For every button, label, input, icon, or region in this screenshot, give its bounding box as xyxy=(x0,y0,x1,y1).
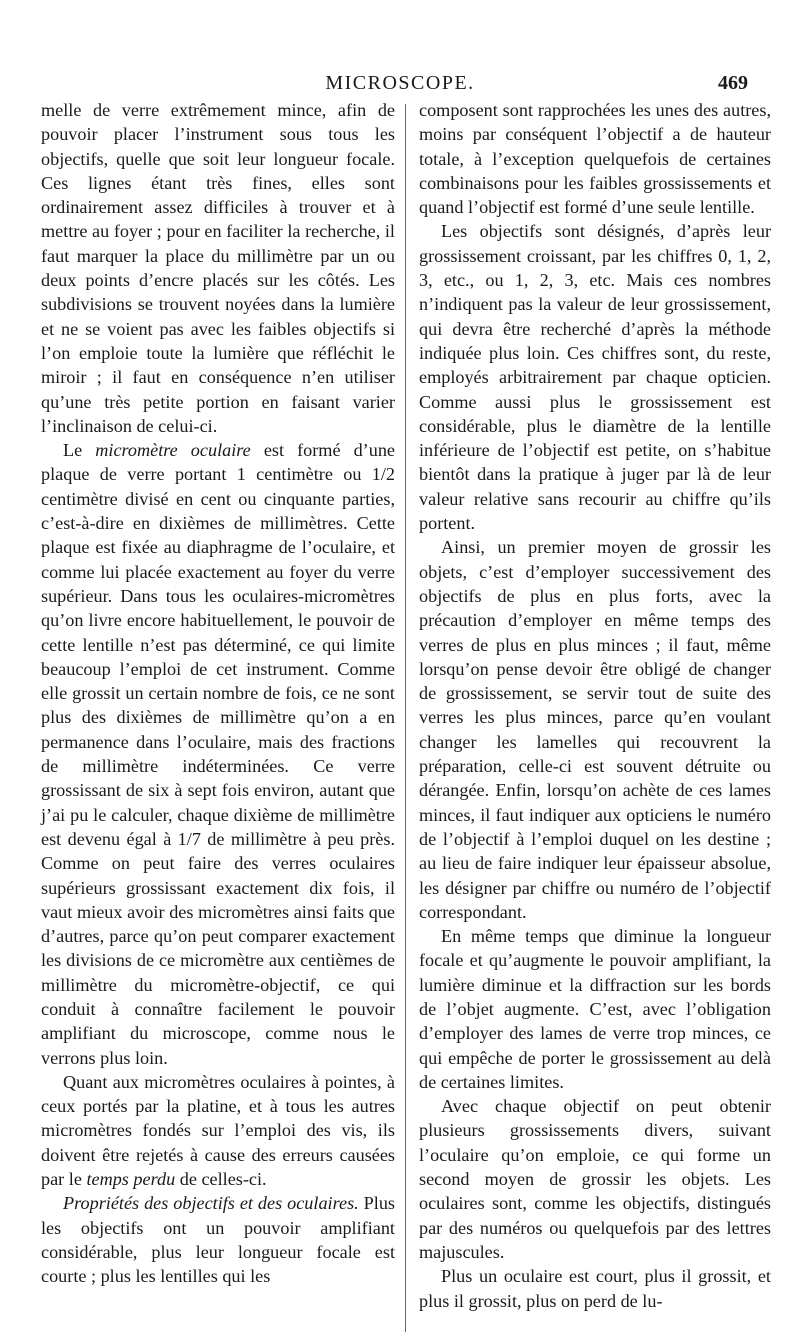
running-head xyxy=(0,72,800,96)
paragraph: Les objectifs sont désignés, d’après leur grossissement croissant, par les chiffres 0, 1, 2, 3, etc., ou 1, 2, 3, etc. Mais ces nombres n’indiquent pas la valeur de leur grossissement, qui devra être recherché d’après la méthode indiquée plus loin. Ces chiffres sont, du reste, employés arbitrairement par chaque opticien. Comme aussi plus le grossissement est considérable, plus le diamètre de la lentille inférieure de l’objectif est petite, on s’habitue bientôt dans la pratique à juger par là de leur valeur relative sans recourir au chiffre qu’ils portent. xyxy=(419,221,771,534)
term-micrometre-oculaire: micromètre oculaire xyxy=(95,440,251,461)
paragraph: melle de verre extrêmement mince, afin de pouvoir placer l’instrument sous tous les objectifs, quelle que soit leur longueur focale. Ces lignes étant très fines, elles sont ordinairement assez difficiles à trouver et à mettre au foyer ; pour en faciliter la recherche, il faut marquer la place du millimètre par un ou deux points d’encre placés sur les côtés. Les subdivisions se trouvent noyées dans la lumière et ne se voient pas avec les faibles objectifs si l’on emploie toute la lumière que réfléchit le miroir ; il faut en conséquence n’en utiliser qu’une très petite portion en faisant varier l’inclinaison de celui-ci. xyxy=(41,100,395,436)
paragraph: Le micromètre oculaire est formé d’une plaque de verre portant 1 centimètre ou 1/2 centimètre divisé en cent ou cinquante parties, c’est-à-dire en dixièmes de millimètres. Cette plaque est fixée au diaphragme de l’oculaire, et comme lui placée exactement au foyer du verre supérieur. Dans tous les oculaires-micromètres qu’on livre encore habituellement, le pouvoir de cette lentille n’est pas déterminé, ce qui limite beaucoup l’emploi de cet instrument. Comme elle grossit un certain nombre de fois, ce ne sont plus des dixièmes de millimètre qu’on a en permanence dans l’oculaire, mais des fractions de millimètre indéterminées. Ce verre grossissant de six à sept fois environ, autant que j’ai pu le calculer, chaque dixième de millimètre est devenu égal à 1/7 de millimètre à peu près. Comme on peut faire des verres oculaires supérieurs grossissant exactement dix fois, il vaut mieux avoir des micromètres ainsi faits que d’autres, parce qu’on peut comparer exactement les divisions de ce micromètre aux centièmes de millimètre du micromètre-objectif, ce qui conduit à connaître facilement le pouvoir amplifiant du microscope, comme nous le verrons plus loin. xyxy=(41,440,395,1068)
paragraph: Plus un oculaire est court, plus il grossit, et plus il grossit, plus on perd de lu- xyxy=(419,1266,771,1311)
running-title: MICROSCOPE. xyxy=(325,72,475,94)
term-temps-perdu: temps perdu xyxy=(86,1169,176,1190)
column-divider xyxy=(405,104,406,1332)
paragraph: Ainsi, un premier moyen de grossir les objets, c’est d’employer successivement des objectifs de plus en plus forts, avec la précaution d’employer en même temps des verres de plus en plus minces ; il faut, même lorsqu’on pense devoir être obligé de changer de grossissement, se servir tout de suite des verres les plus minces, parce qu’en voulant changer les lamelles qui recouvrent la préparation, celle-ci est souvent détruite ou dérangée. Enfin, lorsqu’on achète de ces lames minces, il faut indiquer aux opticiens le numéro de l’objectif à l’emploi duquel on les destine ; au lieu de faire indiquer leur épaisseur absolue, les désigner par chiffre ou numéro de l’objectif correspondant. xyxy=(419,537,771,922)
paragraph: composent sont rapprochées les unes des autres, moins par conséquent l’objectif a de hauteur totale, à l’exception quelquefois de certaines combinaisons pour les faibles grossissements et quand l’objectif est formé d’une seule lentille. xyxy=(419,100,771,218)
paragraph: Quant aux micromètres oculaires à pointes, à ceux portés par la platine, et à tous les autres micromètres fondés sur l’emploi des vis, ils doivent être rejetés à cause des erreurs causées par le temps perdu de celles-ci. xyxy=(41,1071,395,1190)
paragraph: En même temps que diminue la longueur focale et qu’augmente le pouvoir amplifiant, la lumière diminue et la diffraction sur les bords de l’objet augmente. C’est, avec l’obligation d’employer des lames de verre trop minces, ce qui empêche de porter le grossissement au delà de certaines limites. xyxy=(419,926,771,1092)
paragraph: Avec chaque objectif on peut obtenir plusieurs grossissements divers, suivant l’oculaire qu’on emploie, ce qui forme un second moyen de grossir les objets. Les oculaires sont, comme les objectifs, distingués par des numéros ou quelquefois par des lettres majuscules. xyxy=(419,1096,771,1262)
page-number: 469 xyxy=(718,72,748,94)
left-column xyxy=(41,98,395,1289)
right-column xyxy=(419,98,771,1313)
section-heading: Propriétés des objectifs et des oculaires. xyxy=(63,1193,359,1214)
paragraph: Propriétés des objectifs et des oculaires. Plus les objectifs ont un pouvoir amplifiant considérable, plus leur longueur focale est courte ; plus les lentilles qui les xyxy=(41,1193,396,1287)
